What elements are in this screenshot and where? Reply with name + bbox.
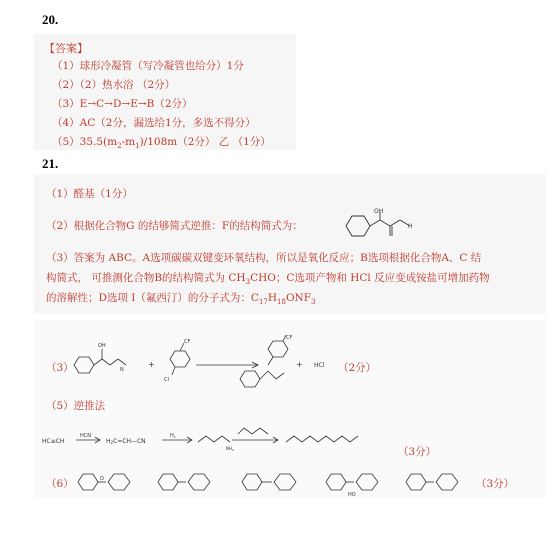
hcl-label: HCl [314,362,325,369]
h-label: H [408,223,413,230]
rxn3-label: （3） [46,362,74,374]
answer-20-line-2: （2）（2）热水浴 （2分） [52,79,176,91]
answer-21-line-3a: （3）答案为 ABC。A选项碳碳双键变环氧结构，所以是氧化反应；B选项根据化合物A、C 结 [46,252,482,264]
oh-label: OH [374,208,384,215]
answer-20-line-4: （4）AC（2分，漏选给1分，多选不得分） [52,117,256,129]
ho-label: HO [348,492,356,498]
acrylonitrile-label: H2C=CH—CN [106,438,146,445]
isomer-structures [72,462,472,502]
nh2-label: $NH_2$ [226,446,234,452]
n-label: N [120,367,124,373]
answer-21-line-1: （1）醛基（1分） [46,188,133,200]
h2-label: $H_2$ [170,433,176,439]
cf3-label: CF [184,339,191,345]
answer-21-line-2: （2）根据化合物G 的结够简式逆推：F的结构简式为： [46,220,303,232]
synthesis-route [42,412,452,458]
answer-21-line-3c: 的溶解性；D选项 I（氟西汀）的分子式为：$C_{17}H_{18}ONF_3$ [46,292,316,307]
answer-20-line-3: （3）E→C→D→E→B（2分） [52,98,193,110]
compound-f-structure [336,206,426,246]
o-label: O [100,476,104,482]
rxn3-score: （2分） [338,362,377,374]
hcn-label: HCN [80,433,91,439]
answer-21-line-5: （5）逆推法 [46,400,106,412]
acetylene-label: HC≡CH [42,438,65,445]
score-6: （3分） [476,478,515,490]
cf3-label-2: CF [286,335,293,341]
answer-21-line-6: （6） [46,478,74,490]
plus-sign-2: + [296,360,303,369]
question-20-number: 20. [42,12,59,27]
reaction-3-scheme [68,335,368,405]
answer-20-line-5: $(5)35.5(m_2-m_1)/108m(2$分） 乙 （1分） [52,136,271,151]
score-5: （3分） [398,446,437,458]
answer-21-line-3b: 构简式， 可推测化合物B的结构简式为 $CH_3CHO$；C选项产物和 HCl 反应变成铵盐可增加药物 [46,272,490,287]
answer-20-line-1: （1）球形冷凝管（写冷凝管也给分）1分 [52,60,244,72]
cl-label: Cl [164,377,169,383]
answer-label: 【答案】 [44,42,88,55]
oh-label-2: OH [98,343,106,349]
question-21-number: 21. [42,156,59,171]
plus-sign: + [148,360,155,369]
